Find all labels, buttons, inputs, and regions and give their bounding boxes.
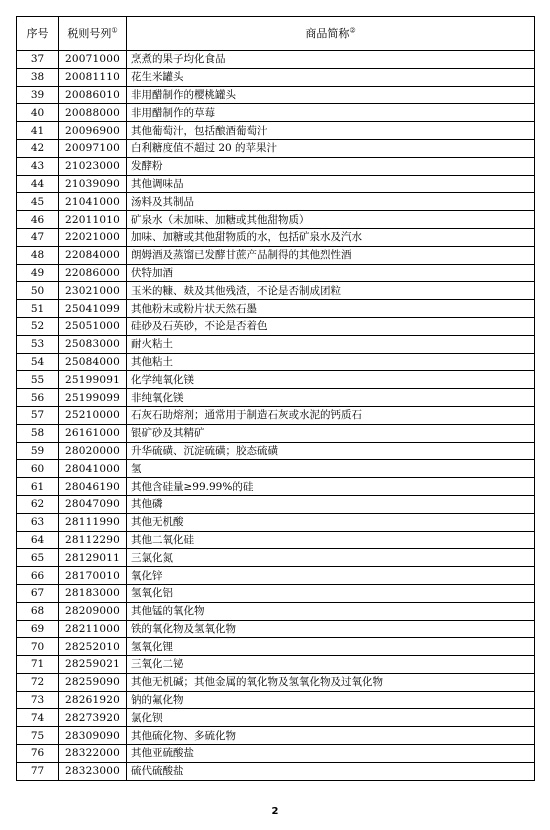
row-seq: 67 — [17, 584, 59, 602]
row-tariff-code: 22086000 — [59, 264, 127, 282]
row-tariff-code: 28111990 — [59, 513, 127, 531]
header-name-footnote: ② — [349, 25, 356, 34]
row-tariff-code: 20071000 — [59, 51, 127, 69]
row-seq: 53 — [17, 335, 59, 353]
row-tariff-code: 28252010 — [59, 638, 127, 656]
row-commodity-name: 非用醋制作的樱桃罐头 — [127, 86, 535, 104]
row-tariff-code: 28209000 — [59, 602, 127, 620]
row-seq: 63 — [17, 513, 59, 531]
row-seq: 55 — [17, 371, 59, 389]
row-seq: 46 — [17, 211, 59, 229]
row-commodity-name: 非纯氧化镁 — [127, 389, 535, 407]
row-commodity-name: 硫代硫酸盐 — [127, 762, 535, 780]
row-seq: 41 — [17, 122, 59, 140]
row-commodity-name: 铁的氧化物及氢氧化物 — [127, 620, 535, 638]
table-row — [17, 157, 535, 175]
row-commodity-name: 烹煮的果子均化食品 — [127, 51, 535, 69]
row-commodity-name: 氧化锌 — [127, 567, 535, 585]
table-row — [17, 371, 535, 389]
header-seq — [17, 17, 59, 51]
row-seq: 71 — [17, 656, 59, 674]
table-row — [17, 68, 535, 86]
row-tariff-code: 28322000 — [59, 745, 127, 763]
row-commodity-name: 氢氧化铝 — [127, 584, 535, 602]
row-seq: 43 — [17, 157, 59, 175]
row-seq: 38 — [17, 68, 59, 86]
row-tariff-code: 28047090 — [59, 495, 127, 513]
table-row — [17, 317, 535, 335]
table-row — [17, 175, 535, 193]
table-row — [17, 602, 535, 620]
row-tariff-code: 20097100 — [59, 139, 127, 157]
table-row — [17, 656, 535, 674]
table-row — [17, 86, 535, 104]
table-row — [17, 104, 535, 122]
row-tariff-code: 25210000 — [59, 406, 127, 424]
header-name-label: 商品简称 — [305, 26, 350, 40]
row-commodity-name: 氢 — [127, 460, 535, 478]
table-row — [17, 673, 535, 691]
row-tariff-code: 28183000 — [59, 584, 127, 602]
row-commodity-name: 矿泉水（未加味、加糖或其他甜物质） — [127, 211, 535, 229]
row-tariff-code: 28309090 — [59, 727, 127, 745]
row-seq: 57 — [17, 406, 59, 424]
table-row — [17, 282, 535, 300]
row-tariff-code: 25084000 — [59, 353, 127, 371]
row-commodity-name: 发酵粉 — [127, 157, 535, 175]
table-row — [17, 549, 535, 567]
table-row — [17, 709, 535, 727]
row-seq: 77 — [17, 762, 59, 780]
table-row — [17, 264, 535, 282]
row-tariff-code: 28129011 — [59, 549, 127, 567]
commodity-table — [16, 16, 535, 781]
row-tariff-code: 25083000 — [59, 335, 127, 353]
table-row — [17, 638, 535, 656]
table-row — [17, 567, 535, 585]
row-seq: 40 — [17, 104, 59, 122]
row-commodity-name: 钠的氟化物 — [127, 691, 535, 709]
row-commodity-name: 其他二氧化硅 — [127, 531, 535, 549]
row-commodity-name: 其他无机碱；其他金属的氧化物及氢氧化物及过氧化物 — [127, 673, 535, 691]
row-seq: 62 — [17, 495, 59, 513]
row-seq: 42 — [17, 139, 59, 157]
table-row — [17, 51, 535, 69]
row-commodity-name: 升华硫磺、沉淀硫磺；胶态硫磺 — [127, 442, 535, 460]
row-commodity-name: 其他粘土 — [127, 353, 535, 371]
header-code — [59, 17, 127, 51]
table-row — [17, 513, 535, 531]
table-row — [17, 691, 535, 709]
page-number: 2 — [271, 806, 279, 817]
table-row — [17, 193, 535, 211]
table-row — [17, 495, 535, 513]
table-row — [17, 620, 535, 638]
row-seq: 73 — [17, 691, 59, 709]
header-row — [17, 17, 535, 51]
row-seq: 72 — [17, 673, 59, 691]
row-commodity-name: 其他粉末或粉片状天然石墨 — [127, 300, 535, 318]
table-row — [17, 228, 535, 246]
table-row — [17, 460, 535, 478]
row-tariff-code: 23021000 — [59, 282, 127, 300]
table-row — [17, 406, 535, 424]
row-seq: 66 — [17, 567, 59, 585]
row-tariff-code: 22084000 — [59, 246, 127, 264]
row-seq: 75 — [17, 727, 59, 745]
row-tariff-code: 28046190 — [59, 478, 127, 496]
row-commodity-name: 玉米的糠、麸及其他残渣，不论是否制成团粒 — [127, 282, 535, 300]
row-tariff-code: 25051000 — [59, 317, 127, 335]
row-seq: 54 — [17, 353, 59, 371]
row-seq: 69 — [17, 620, 59, 638]
row-seq: 56 — [17, 389, 59, 407]
table-row — [17, 762, 535, 780]
row-seq: 49 — [17, 264, 59, 282]
row-tariff-code: 28112290 — [59, 531, 127, 549]
row-seq: 59 — [17, 442, 59, 460]
row-commodity-name: 化学纯氧化镁 — [127, 371, 535, 389]
row-commodity-name: 其他含硅量≥99.99%的硅 — [127, 478, 535, 496]
table-row — [17, 353, 535, 371]
row-seq: 61 — [17, 478, 59, 496]
table-row — [17, 139, 535, 157]
table-row — [17, 531, 535, 549]
row-seq: 58 — [17, 424, 59, 442]
header-code-label: 税则号列 — [67, 26, 112, 40]
row-tariff-code: 28041000 — [59, 460, 127, 478]
row-commodity-name: 硅砂及石英砂，不论是否着色 — [127, 317, 535, 335]
row-commodity-name: 氢氧化锂 — [127, 638, 535, 656]
row-tariff-code: 25199091 — [59, 371, 127, 389]
row-tariff-code: 20086010 — [59, 86, 127, 104]
row-tariff-code: 28170010 — [59, 567, 127, 585]
table-body — [17, 51, 535, 781]
row-commodity-name: 白利糖度值不超过 20 的苹果汁 — [127, 139, 535, 157]
row-tariff-code: 25041099 — [59, 300, 127, 318]
row-tariff-code: 28261920 — [59, 691, 127, 709]
table-row — [17, 424, 535, 442]
table-row — [17, 300, 535, 318]
row-seq: 51 — [17, 300, 59, 318]
row-tariff-code: 21041000 — [59, 193, 127, 211]
row-commodity-name: 三氯化氮 — [127, 549, 535, 567]
row-seq: 60 — [17, 460, 59, 478]
row-commodity-name: 氯化钡 — [127, 709, 535, 727]
row-seq: 70 — [17, 638, 59, 656]
row-seq: 76 — [17, 745, 59, 763]
row-seq: 50 — [17, 282, 59, 300]
row-commodity-name: 耐火粘土 — [127, 335, 535, 353]
row-tariff-code: 20096900 — [59, 122, 127, 140]
table-row — [17, 478, 535, 496]
header-code-footnote: ① — [111, 25, 118, 34]
row-seq: 48 — [17, 246, 59, 264]
table-row — [17, 727, 535, 745]
row-commodity-name: 非用醋制作的草莓 — [127, 104, 535, 122]
row-tariff-code: 28020000 — [59, 442, 127, 460]
row-seq: 39 — [17, 86, 59, 104]
row-commodity-name: 花生米罐头 — [127, 68, 535, 86]
table-row — [17, 122, 535, 140]
table-row — [17, 442, 535, 460]
row-commodity-name: 银矿砂及其精矿 — [127, 424, 535, 442]
row-seq: 47 — [17, 228, 59, 246]
row-commodity-name: 三氧化二铋 — [127, 656, 535, 674]
row-seq: 44 — [17, 175, 59, 193]
header-seq-label: 序号 — [26, 26, 49, 40]
header-name — [127, 17, 535, 51]
row-commodity-name: 其他亚硫酸盐 — [127, 745, 535, 763]
row-tariff-code: 26161000 — [59, 424, 127, 442]
table-row — [17, 335, 535, 353]
row-commodity-name: 其他磷 — [127, 495, 535, 513]
row-seq: 45 — [17, 193, 59, 211]
row-tariff-code: 28259021 — [59, 656, 127, 674]
row-seq: 65 — [17, 549, 59, 567]
table-row — [17, 211, 535, 229]
row-seq: 37 — [17, 51, 59, 69]
table-row — [17, 745, 535, 763]
row-commodity-name: 加味、加糖或其他甜物质的水，包括矿泉水及汽水 — [127, 228, 535, 246]
row-tariff-code: 20088000 — [59, 104, 127, 122]
row-commodity-name: 其他硫化物、多硫化物 — [127, 727, 535, 745]
row-commodity-name: 其他无机酸 — [127, 513, 535, 531]
table-row — [17, 246, 535, 264]
row-tariff-code: 20081110 — [59, 68, 127, 86]
row-commodity-name: 其他锰的氧化物 — [127, 602, 535, 620]
row-tariff-code: 28323000 — [59, 762, 127, 780]
row-commodity-name: 其他葡萄汁，包括酿酒葡萄汁 — [127, 122, 535, 140]
row-commodity-name: 朗姆酒及蒸馏已发酵甘蔗产品制得的其他烈性酒 — [127, 246, 535, 264]
table-row — [17, 389, 535, 407]
row-tariff-code: 28211000 — [59, 620, 127, 638]
row-tariff-code: 28259090 — [59, 673, 127, 691]
row-tariff-code: 22011010 — [59, 211, 127, 229]
row-seq: 68 — [17, 602, 59, 620]
row-tariff-code: 21039090 — [59, 175, 127, 193]
row-seq: 64 — [17, 531, 59, 549]
row-tariff-code: 21023000 — [59, 157, 127, 175]
row-seq: 52 — [17, 317, 59, 335]
row-tariff-code: 28273920 — [59, 709, 127, 727]
table-row — [17, 584, 535, 602]
row-tariff-code: 22021000 — [59, 228, 127, 246]
row-commodity-name: 其他调味品 — [127, 175, 535, 193]
row-tariff-code: 25199099 — [59, 389, 127, 407]
row-commodity-name: 伏特加酒 — [127, 264, 535, 282]
row-seq: 74 — [17, 709, 59, 727]
row-commodity-name: 石灰石助熔剂；通常用于制造石灰或水泥的钙质石 — [127, 406, 535, 424]
row-commodity-name: 汤料及其制品 — [127, 193, 535, 211]
